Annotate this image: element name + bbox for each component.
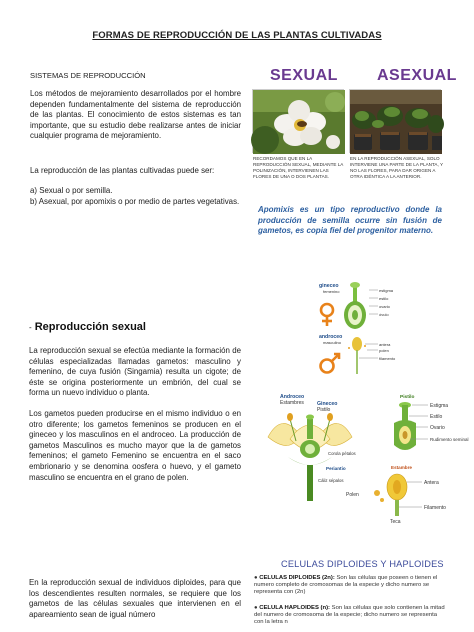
- flower-label-filamento: Filamento: [424, 505, 446, 511]
- section-heading-reproduccion-sexual: [29, 321, 146, 333]
- diagram-label-estigma: estigma: [379, 288, 394, 293]
- diagram-flower-anatomy: [260, 391, 469, 526]
- photo-flower-bee: [252, 89, 344, 153]
- haploides-term: CELULA HAPLOIDES (n):: [259, 605, 330, 611]
- sistemas-intro: La reproducción de las plantas cultivadas puede ser:: [30, 166, 215, 175]
- reproduccion-paragraph-2: Los gametos pueden producirse en el mismo individuo o en otro diferente; los gametos femeninos se producen en el gineceo y los masculinos en el androceo. La producción de gametos Masculinos es mucho mayor que la de gametos femeninos; el gameto Femenino se encuentra en el saco embrionario y se denomina oosfera o huevo, y el gameto masculino se encuentra en el grano de polen.: [29, 409, 241, 482]
- diagram-label-gineceo: gineceo: [319, 283, 339, 289]
- celulas-title: CELULAS DIPLOIDES Y HAPLOIDES: [281, 559, 444, 569]
- bullet-icon: ●: [254, 575, 260, 581]
- flower-label-polen: Polen: [346, 492, 359, 498]
- male-symbol-icon: [321, 354, 340, 373]
- flower-label-pistilo: Pistilo: [317, 407, 331, 413]
- reproduccion-paragraph-1: La reproducción sexual se efectúa mediante la formación de células especializadas llamadas gametos: masculino y femenino, de cuya fusión (Singamia) resulta un cigote; de éste se origina posteriormente un embrión, del cual se forma un nuevo individuo o planta.: [29, 346, 241, 398]
- celulas-haploides-item: [254, 605, 446, 627]
- section-heading-sistemas: SISTEMAS DE REPRODUCCIÓN: [30, 71, 146, 80]
- diploides-term: CELULAS DIPLOIDES (2n):: [259, 575, 335, 581]
- female-symbol-icon: [321, 304, 333, 326]
- diagram-label-antera: antera: [379, 342, 391, 347]
- heading-text: Reproducción sexual: [34, 321, 146, 333]
- pistil-detail-illustration: [394, 402, 416, 450]
- diagram-gineceo-androceo: [313, 278, 403, 378]
- diagram-label-polen: polen: [379, 348, 389, 353]
- diagram-label-filamento: filamento: [379, 356, 396, 361]
- label-asexual: ASEXUAL: [377, 67, 457, 84]
- diagram-label-estilo: estilo: [379, 296, 389, 301]
- diagram-label-femenino: femenino: [323, 289, 340, 294]
- flower-label-estigma: Estigma: [430, 403, 449, 409]
- photo-seedlings: [349, 89, 441, 153]
- flower-label-caliz: Cáliz sépalos: [318, 478, 344, 483]
- list-item-asexual: b) Asexual, por apomixis o por medio de partes vegetativas.: [30, 197, 240, 206]
- heading-bullet: -: [29, 323, 32, 332]
- flower-label-periantio: Periantio: [326, 466, 346, 471]
- flower-label-estilo: Estilo: [430, 414, 443, 420]
- diagram-label-ovario: ovario: [379, 304, 390, 309]
- caption-sexual: RECORDAMOS QUE EN LA REPRODUCCIÓN SEXUAL, MEDIANTE LA POLINIZACIÓN, INTERVIENEN LAS FLORES DE UNA O DOS PLANTAS.: [253, 156, 344, 179]
- bullet-icon: ●: [254, 605, 260, 611]
- flower-label-androceo: Androceo: [280, 394, 305, 400]
- bottom-paragraph: En la reproducción sexual de individuos diploides, para que los descendientes resulten normales, se requiere que los gametos de las células sexuales que intervienen en el apareamiento sean de igual número: [29, 578, 241, 619]
- flower-illustration: [268, 413, 352, 501]
- diploides-definition: Son las células que poseen o tienen el numero completo de cromosomas de la especie y dicho numero se representa con (2n): [254, 575, 438, 596]
- celulas-diploides-item: [254, 575, 446, 597]
- flower-label-rudimento: Rudimento seminal: [430, 437, 469, 442]
- flower-label-pistilo-detail: Pistilo: [400, 395, 415, 400]
- caption-asexual: EN LA REPRODUCCIÓN ASEXUAL, SOLO INTERVIENE UNA PARTE DE LA PLANTA, Y NO LAS FLORES, PARA DAR ORIGEN A OTRA IDÉNTICA A LA ANTERIOR.: [350, 156, 443, 179]
- pistil-illustration: [344, 282, 366, 329]
- flower-label-teca: Teca: [390, 519, 401, 525]
- stamen-detail-illustration: [374, 474, 407, 516]
- haploides-definition: Son las células que solo contienen la mitad del numero de cromosoma de la especie; dicho numero se representa con la letra n: [254, 605, 445, 626]
- diagram-label-androceo: androceo: [319, 334, 343, 340]
- stamen-illustration: [348, 337, 366, 374]
- flower-label-gineceo: Gineceo: [317, 401, 338, 407]
- diagram-label-masculino: masculino: [323, 340, 342, 345]
- diagram-label-ovulo: óvulo: [379, 312, 389, 317]
- page-title: FORMAS DE REPRODUCCIÓN DE LAS PLANTAS CULTIVADAS: [92, 30, 382, 41]
- flower-label-antera: Antera: [424, 480, 439, 486]
- label-sexual: SEXUAL: [270, 67, 338, 84]
- apomixis-note: Apomixis es un tipo reproductivo donde la producción de semilla ocurre sin fusión de gametos, es copia fiel del progenitor materno.: [258, 205, 442, 235]
- flower-label-estambres: Estambres: [280, 400, 304, 406]
- flower-label-ovario: Ovario: [430, 425, 445, 431]
- flower-label-corola: Corola pétalos: [328, 451, 356, 456]
- sistemas-paragraph: Los métodos de mejoramiento desarrollados por el hombre dependen fundamentalmente del sistema de reproducción de las plantas. El conocimiento de estos sistemas es tan importante, que su estudio debe realizarse antes de iniciar cualquier programa de mejoramiento.: [30, 89, 241, 141]
- flower-label-estambre: Estambre: [391, 465, 412, 470]
- list-item-sexual: a) Sexual o por semilla.: [30, 186, 113, 195]
